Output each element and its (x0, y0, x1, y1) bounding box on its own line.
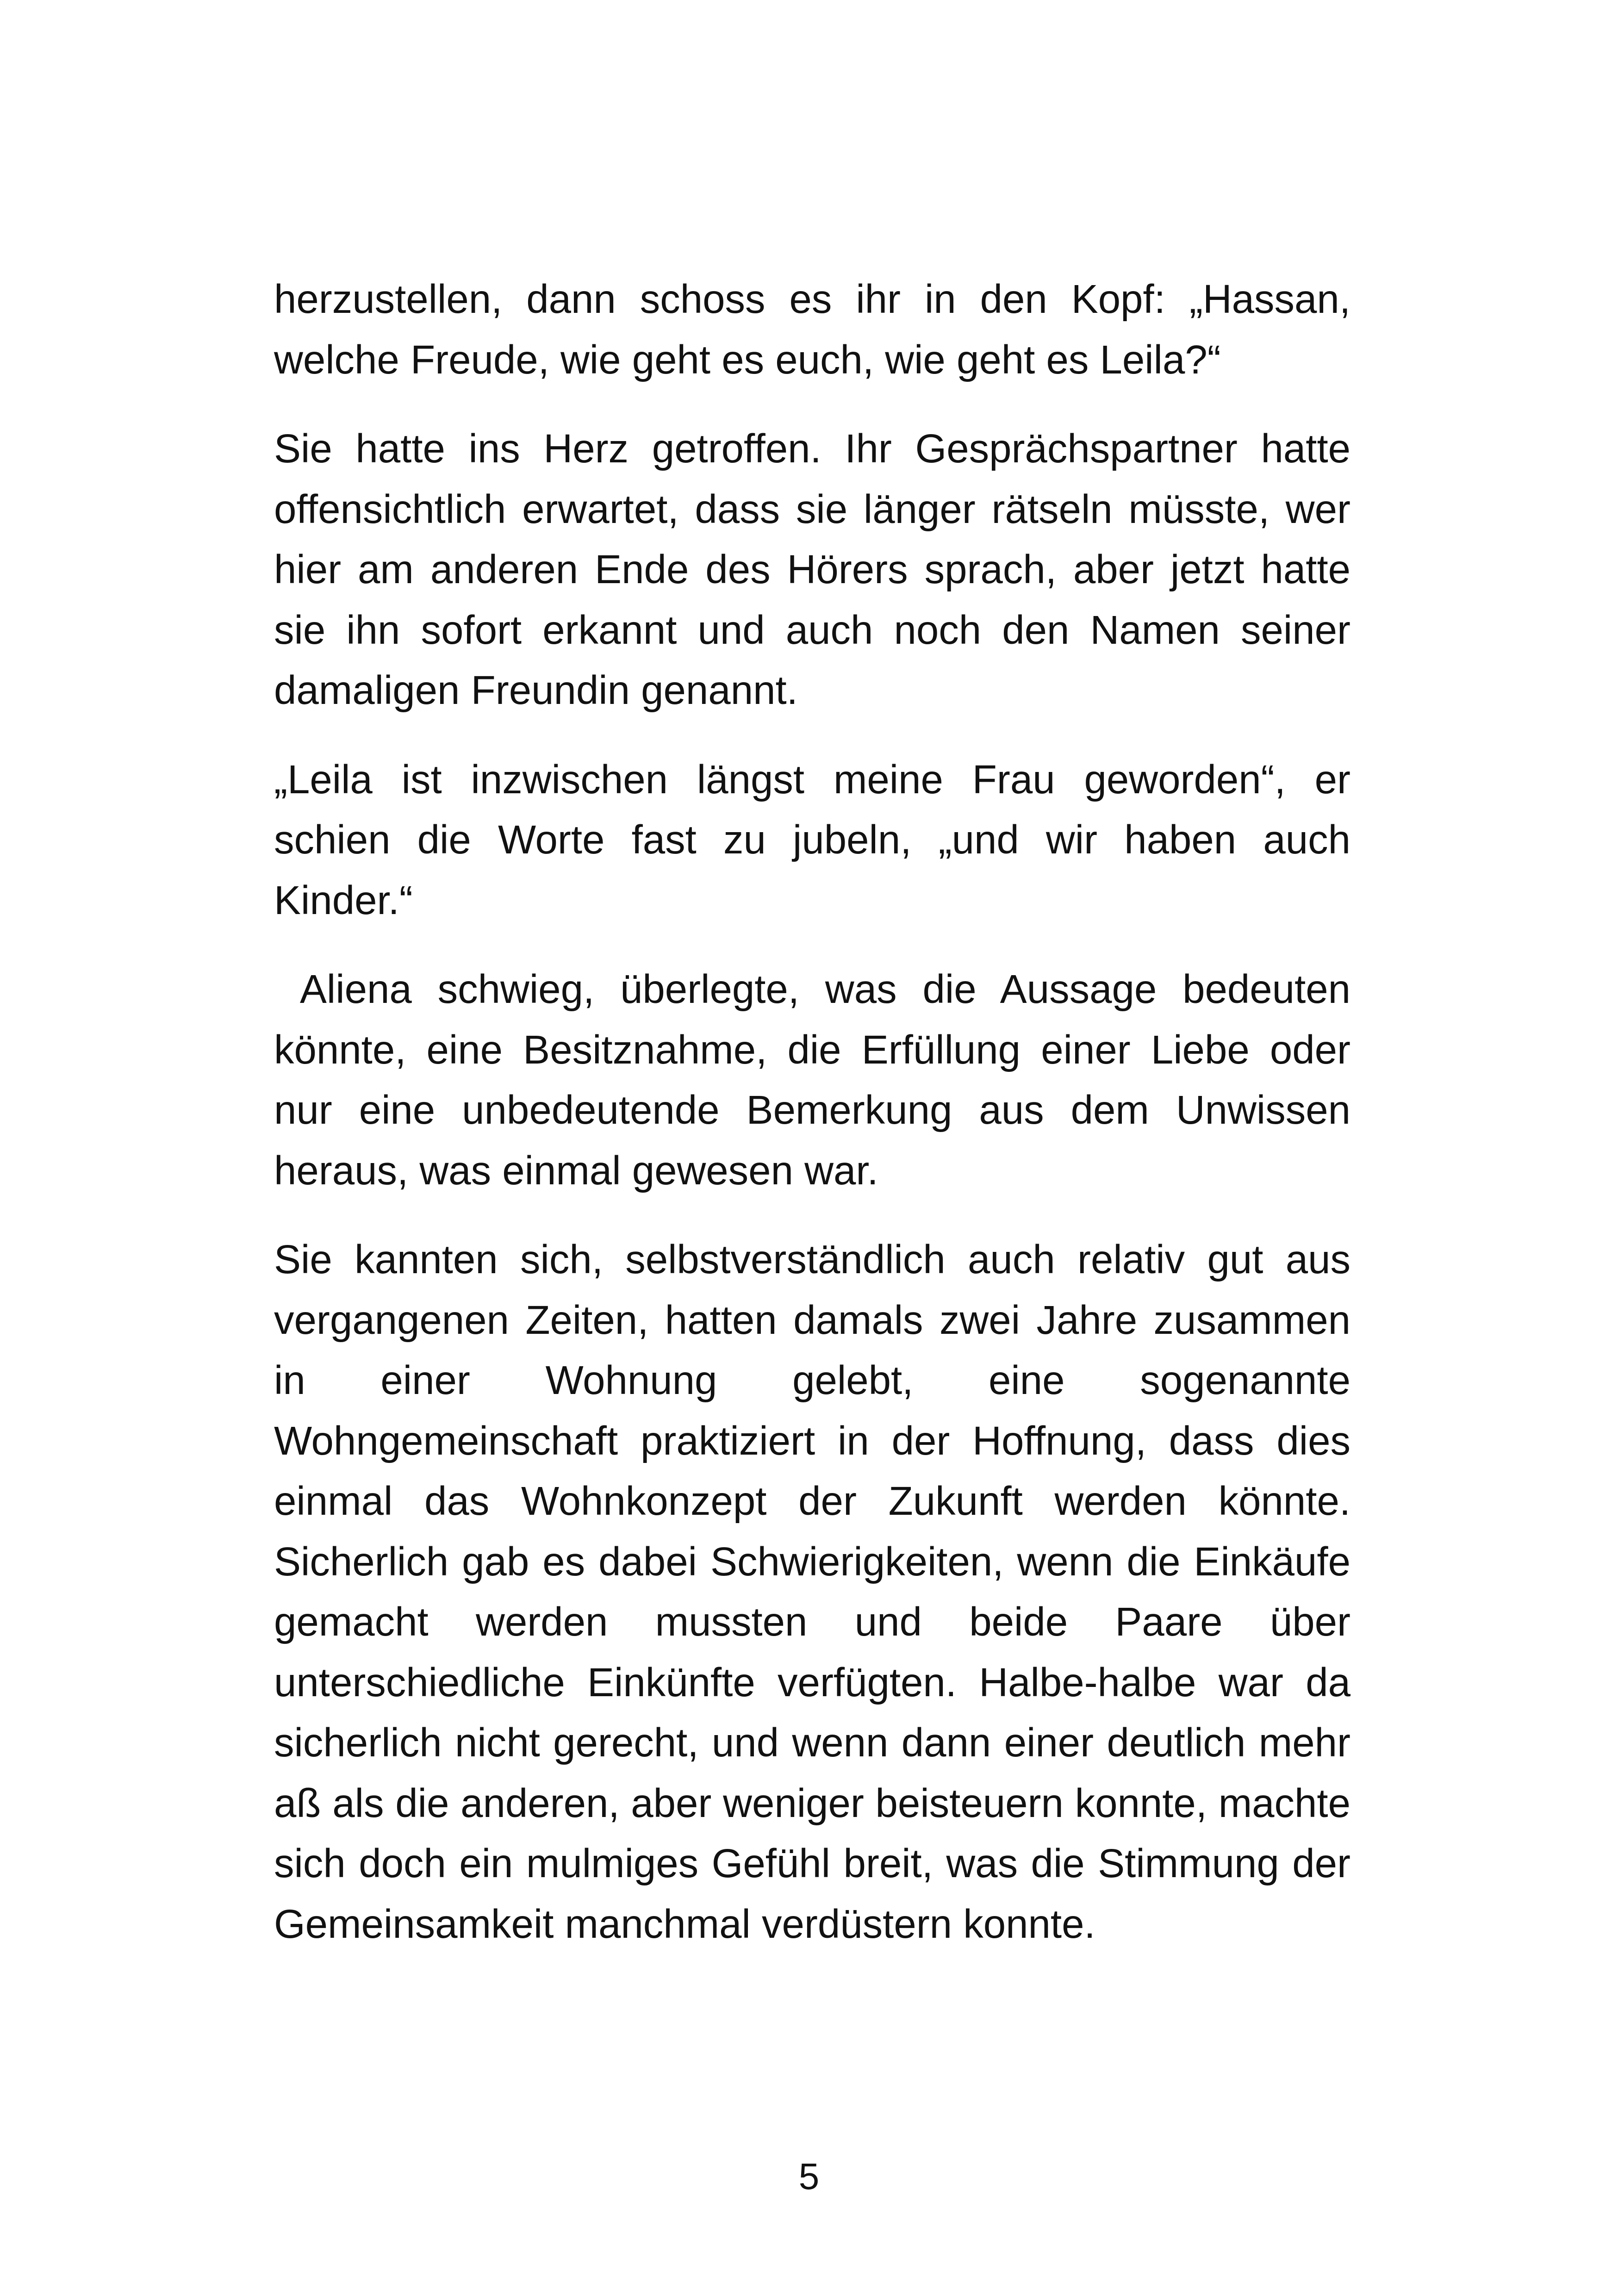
paragraph-2: Sie hatte ins Herz getroffen. Ihr Gesprächspartner hatte offensichtlich erwartet, dass sie länger rätseln müsste, wer hier am anderen Ende des Hörers sprach, aber jetzt hatte sie ihn sofort erkannt und auch noch den Namen seiner damaligen Freundin genannt. (274, 426, 1350, 713)
paragraph-5: Sie kannten sich, selbstverständlich auch relativ gut aus vergangenen Zeiten, hatten damals zwei Jahre zusammen in einer Wohnung gelebt, eine sogenannte Wohngemeinschaft praktiziert in der Hoffnung, dass dies einmal das Wohnkonzept der Zukunft werden könnte. Sicherlich gab es dabei Schwierigkeiten, wenn die Einkäufe gemacht werden mussten und beide Paare über unterschiedliche Einkünfte verfügten. Halbe-halbe war da sicherlich nicht gerecht, und wenn dann einer deutlich mehr aß als die anderen, aber weniger beisteuern konnte, machte sich doch ein mulmiges Gefühl breit, was die Stimmung der Gemeinsamkeit manchmal verdüstern konnte. (274, 1237, 1350, 1947)
paragraph-4: Aliena schwieg, überlegte, was die Aussage bedeuten könnte, eine Besitznahme, die Erfüllung einer Liebe oder nur eine unbedeutende Bemerkung aus dem Unwissen heraus, was einmal gewesen war. (274, 967, 1362, 1193)
body-text (274, 269, 1362, 1954)
paragraph-3: „Leila ist inzwischen längst meine Frau geworden“, er schien die Worte fast zu jubeln, „und wir haben auch Kinder.“ (274, 757, 1350, 923)
paragraph-1: herzustellen, dann schoss es ihr in den Kopf: „Hassan, welche Freude, wie geht es euch, wie geht es Leila?“ (274, 277, 1350, 382)
page-number: 5 (798, 2156, 820, 2197)
